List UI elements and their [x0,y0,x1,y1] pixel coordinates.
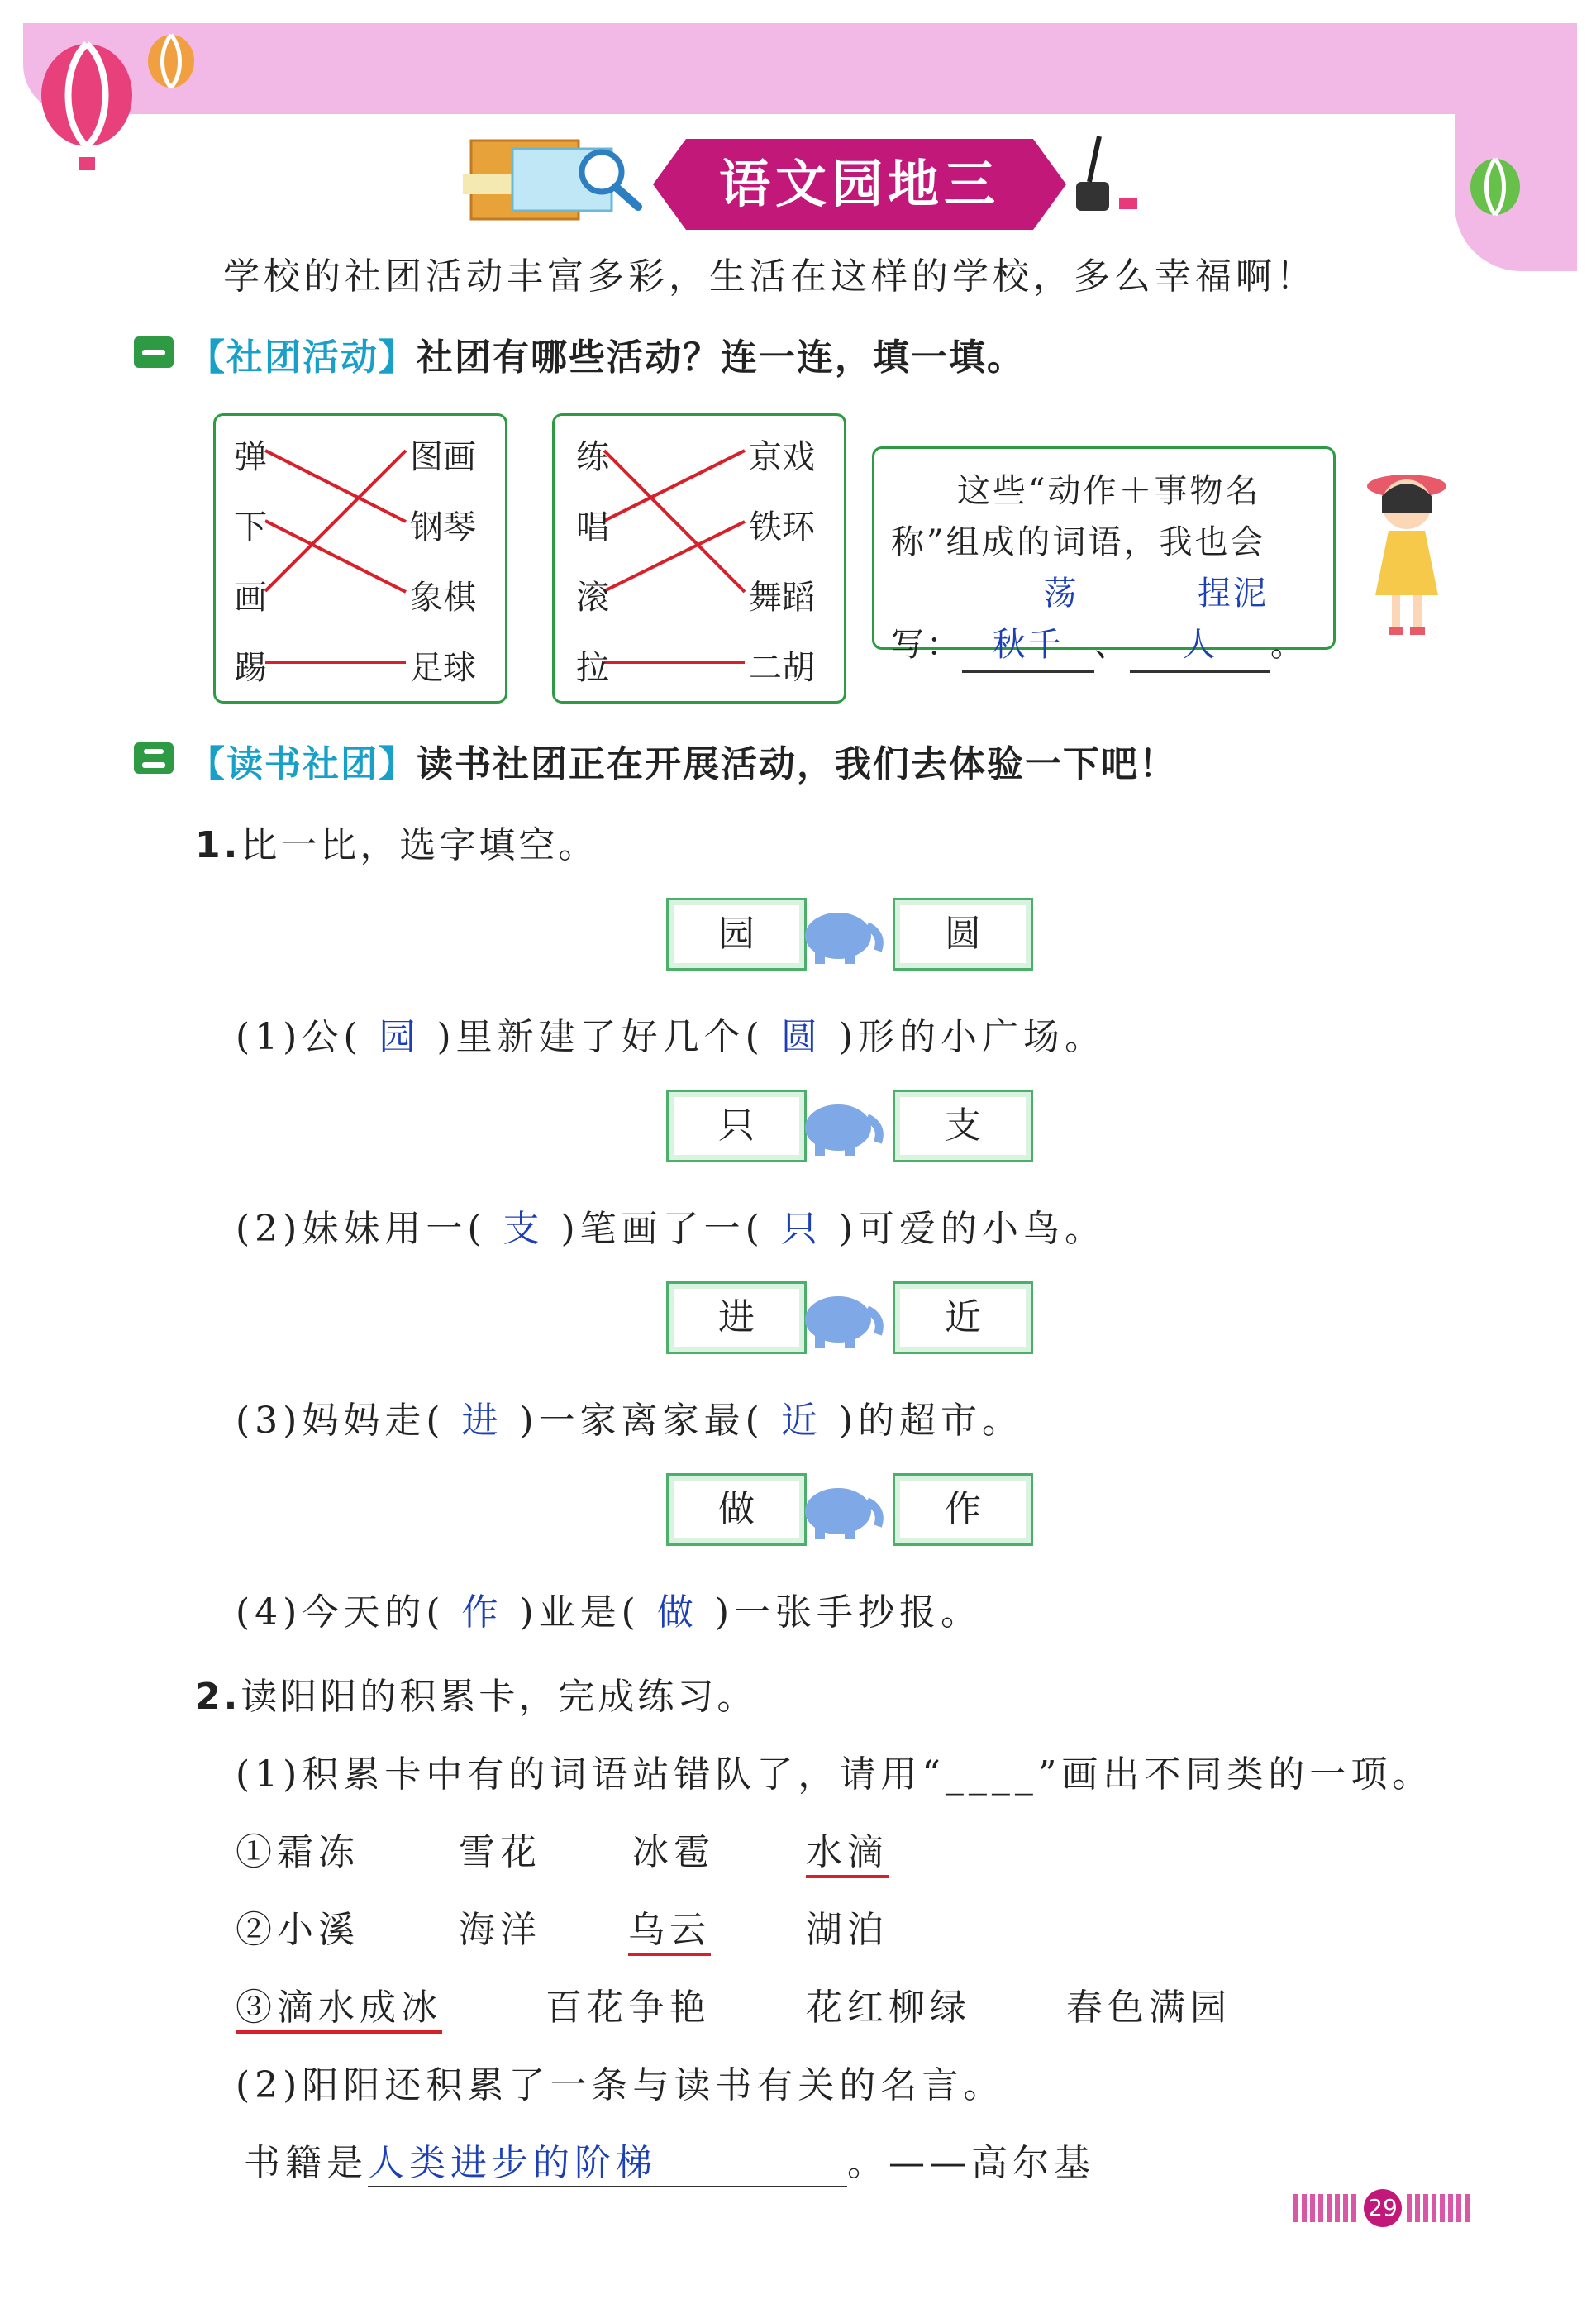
page-number: 29 [1364,2189,1402,2227]
q2-title [195,1667,756,1720]
match-right-4: 二胡 [749,649,815,687]
quote-post: 。——高尔基 [847,2142,1095,2184]
match-right-2: 铁环 [749,508,815,546]
char-option-a: 进 [666,1281,807,1354]
section2-prompt: 读书社团正在开展活动，我们去体验一下吧！ [417,743,1177,785]
answer-2: 只 [780,1208,822,1250]
q2-row3-item2: 百花争艳 [545,1987,711,2029]
q2-row1-item4: 水滴 [806,1822,889,1878]
q2-row2-item2: 海洋 [459,1909,541,1951]
sentence-post: )形的小广场。 [838,1016,1107,1058]
q2-text: 读阳阳的积累卡，完成练习。 [241,1676,757,1718]
sentence-post: )一张手抄报。 [714,1591,983,1634]
match-left-2: 唱 [576,508,609,546]
section1-heading [188,327,1025,380]
q2-row3-item1: ③滴水成冰 [236,1977,442,2034]
sentence-pre: (3)妈妈走( [236,1400,445,1442]
q2-row1-item3: 冰雹 [632,1831,715,1873]
q2-row2-item3: 乌云 [628,1900,711,1956]
q2-row3-item4: 春色满园 [1066,1987,1232,2029]
match-left-4: 拉 [576,649,609,687]
match-right-1: 京戏 [749,438,815,476]
balloon-icon [1467,157,1525,231]
match-box-1 [213,413,507,704]
page-title: 语文园地三 [718,154,1000,214]
sentence-post: )可爱的小鸟。 [838,1208,1107,1250]
section1-tag: 【社团活动】 [188,336,417,379]
section2-heading [188,734,1177,787]
char-option-a: 只 [666,1090,807,1162]
match-left-3: 滚 [576,579,609,617]
section2-badge [134,742,174,774]
header-banner-side [1455,23,1577,271]
answer-1: 进 [461,1400,503,1442]
q1-sentence-1 [236,1007,1106,1060]
q1-sentence-4 [236,1582,982,1635]
elephant-icon [797,1093,888,1159]
answer-1: 支 [503,1208,545,1250]
q2-row1-item2: 雪花 [459,1831,541,1873]
match-right-1: 图画 [410,438,476,476]
q1-number: 1. [195,824,241,866]
elephant-icon [797,1285,888,1351]
match-left-1: 弹 [234,438,267,476]
header-banner [23,23,1577,114]
q2-row2-item4: 湖泊 [806,1909,889,1951]
magnifier-icon [570,141,653,215]
match-left-2: 下 [234,508,267,546]
page-number-deco-right [1407,2194,1473,2222]
q2-number: 2. [195,1676,241,1718]
sentence-pre: (1)公( [236,1016,363,1058]
intro-text: 学校的社团活动丰富多彩，生活在这样的学校，多么幸福啊！ [223,255,1317,298]
sentence-post: )的超市。 [838,1400,1024,1442]
girl-illustration-icon [1355,463,1463,645]
q2-row1-item1: ①霜冻 [236,1831,360,1873]
match-box-2 [552,413,846,704]
q1-sentence-3 [236,1391,1023,1443]
page-number-deco-left [1293,2194,1360,2222]
answer-2: 圆 [780,1016,822,1058]
match-right-3: 象棋 [410,579,476,617]
sentence-pre: (2)妹妹用一( [236,1208,487,1250]
section2-tag: 【读书社团】 [188,743,417,785]
match-right-2: 钢琴 [410,508,476,546]
q2-quote [244,2133,1095,2187]
match-left-1: 练 [576,438,609,476]
char-option-b: 圆 [893,898,1033,971]
match-left-3: 画 [234,579,267,617]
answer-1: 园 [379,1016,421,1058]
section1-badge [134,336,174,368]
q2-sub2: (2)阳阳还积累了一条与读书有关的名言。 [236,2064,1005,2106]
char-option-a: 园 [666,898,807,971]
q2-row3-item3: 花红柳绿 [806,1987,971,2029]
note-separator: 、 [1094,626,1130,664]
q2-sub1: (1)积累卡中有的词语站错队了，请用“____”画出不同类的一项。 [236,1753,1434,1796]
q2-row2-item1: ②小溪 [236,1909,360,1951]
char-option-a: 做 [666,1473,807,1546]
sentence-mid: )一家离家最( [519,1400,765,1442]
answer-2: 做 [656,1591,698,1634]
elephant-icon [797,901,888,967]
note-prompt: 这些“动作＋事物名称”组成的词语，我也会写： [891,472,1266,664]
match-right-4: 足球 [410,649,476,687]
ink-pen-icon [1066,136,1157,219]
sentence-pre: (4)今天的( [236,1591,445,1634]
sentence-mid: )业是( [519,1591,641,1634]
note-text [891,465,1321,673]
note-answer-1: 荡秋千 [962,568,1094,673]
char-option-b: 作 [893,1473,1033,1546]
match-left-4: 踢 [234,649,267,687]
sentence-mid: )里新建了好几个( [436,1016,765,1058]
char-option-b: 近 [893,1281,1033,1354]
match-right-3: 舞蹈 [749,579,815,617]
q1-title [195,815,598,868]
section1-prompt: 社团有哪些活动？连一连，填一填。 [417,336,1025,379]
answer-2: 近 [780,1400,822,1442]
quote-pre: 书籍是 [244,2142,368,2184]
sentence-mid: )笔画了一( [560,1208,765,1250]
q1-text: 比一比，选字填空。 [241,824,598,866]
quote-answer: 人类进步的阶梯 [368,2133,847,2187]
note-answer-2: 捏泥人 [1130,568,1270,673]
balloon-icon [33,41,149,182]
char-option-b: 支 [893,1090,1033,1162]
note-end: 。 [1270,626,1306,664]
speech-note [872,446,1336,664]
q1-sentence-2 [236,1199,1106,1252]
balloon-icon [145,33,202,107]
answer-1: 作 [461,1591,503,1634]
elephant-icon [797,1476,888,1543]
